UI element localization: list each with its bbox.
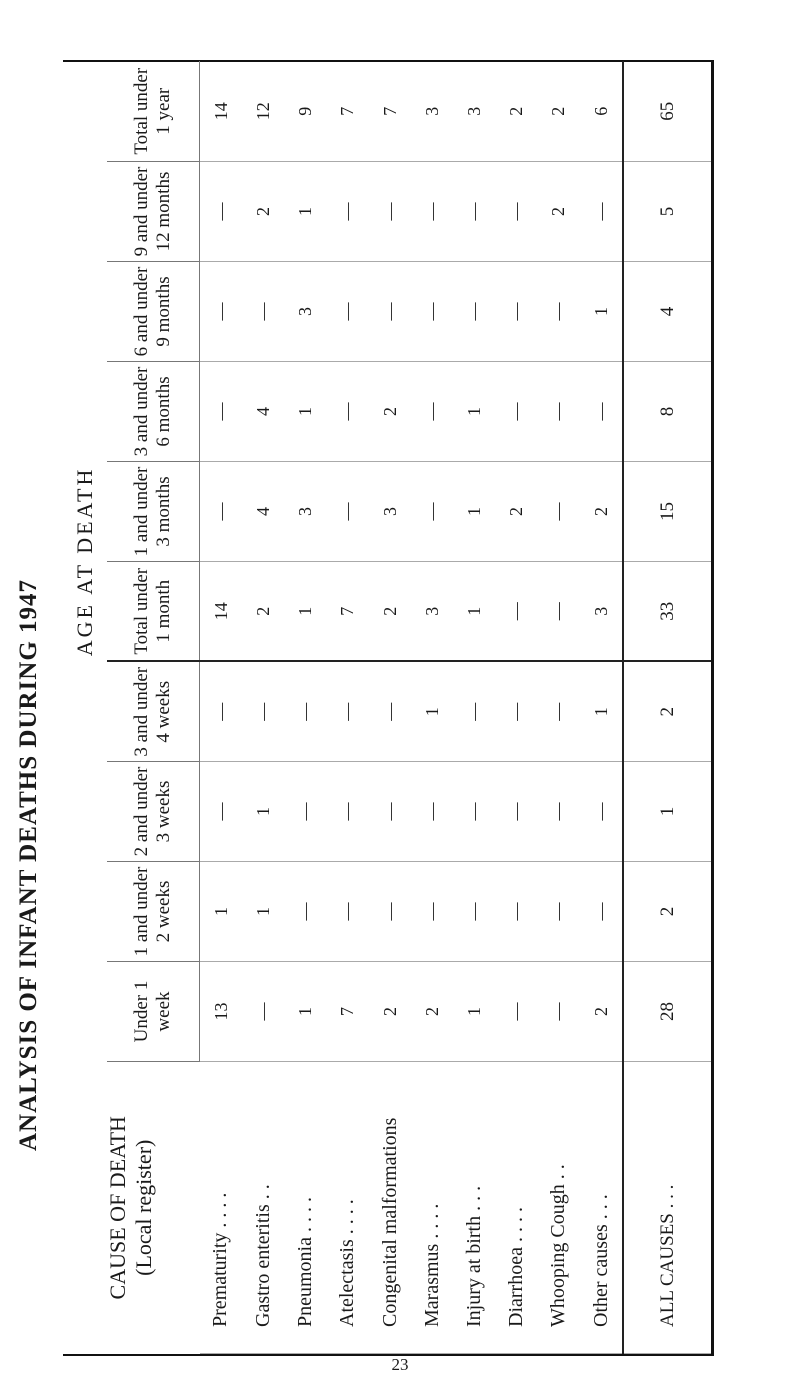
table-cell: — [369,762,411,862]
table-cell: — [200,462,243,562]
table-cell: 2 [580,962,623,1062]
table-row [411,61,453,1353]
table-cell: 1 [242,862,284,962]
total-cell: 8 [623,362,711,462]
cause-label: Congenital malformations [369,1062,411,1354]
cause-label: Diarrhoea . . . . [496,1062,538,1354]
total-cell: 5 [623,162,711,262]
table-cell: — [496,262,538,362]
infant-deaths-table [63,61,711,1354]
rotated-table-container [63,62,711,1354]
table-row [496,61,538,1353]
column-header-6-9-months: 6 and under 9 months [107,262,200,362]
table-cell: 1 [200,862,243,962]
table-cell: 2 [369,562,411,662]
table-cell: — [327,362,369,462]
table-cell: 1 [453,362,495,462]
table-cell: — [327,762,369,862]
table-cell: — [496,562,538,662]
table-cell: 1 [453,462,495,562]
table-cell: 2 [580,462,623,562]
table-cell: 1 [284,162,326,262]
column-header-9-12-months: 9 and under 12 months [107,162,200,262]
total-cell: 4 [623,262,711,362]
cause-header-line1: CAUSE OF DEATH [105,1116,131,1300]
table-cell: 7 [327,61,369,161]
cause-column-header [63,1062,200,1354]
table-row [369,61,411,1353]
column-header-total-under-1-month: Total under 1 month [107,562,200,662]
total-cell: 1 [623,762,711,862]
table-cell: 2 [496,61,538,161]
table-cell: — [453,862,495,962]
table-cell: 3 [411,61,453,161]
table-cell: — [496,662,538,762]
table-cell: 2 [242,562,284,662]
cause-label: Injury at birth . . . [453,1062,495,1354]
table-cell: 3 [580,562,623,662]
column-header-1-2-weeks: 1 and under 2 weeks [107,862,200,962]
table-cell: — [327,862,369,962]
table-cell: 14 [200,61,243,161]
table-cell: 1 [580,662,623,762]
table-cell: 1 [242,762,284,862]
table-cell: 14 [200,562,243,662]
table-cell: 3 [411,562,453,662]
table-row [453,61,495,1353]
table-cell: — [284,862,326,962]
table-cell: — [284,762,326,862]
column-header-2-3-weeks: 2 and under 3 weeks [107,762,200,862]
age-at-death-header: AGE AT DEATH [72,466,97,657]
table-row [242,61,284,1353]
total-cell: 2 [623,662,711,762]
table-cell: 2 [369,362,411,462]
table-cell: — [284,662,326,762]
table-cell: — [538,662,580,762]
total-cell: 65 [623,61,711,161]
column-header-under-1-week: Under 1 week [107,962,200,1062]
cause-label: Atelectasis . . . . [327,1062,369,1354]
table-row [327,61,369,1353]
table-cell: — [538,862,580,962]
table-cell: 2 [496,462,538,562]
table-cell: 1 [453,562,495,662]
table-cell: — [200,162,243,262]
table-row [284,61,326,1353]
table-body [200,61,712,1353]
table-cell: 3 [453,61,495,161]
table-cell: 2 [369,962,411,1062]
total-cell: 2 [623,862,711,962]
table-cell: — [496,362,538,462]
table-cell: — [369,162,411,262]
table-cell: 2 [538,61,580,161]
table-cell: — [327,662,369,762]
total-cell: 33 [623,562,711,662]
table-cell: 7 [369,61,411,161]
table-cell: — [369,262,411,362]
table-row [538,61,580,1353]
table-cell: — [538,362,580,462]
table-cell: — [496,762,538,862]
column-header-3-6-months: 3 and under 6 months [107,362,200,462]
column-header-3-4-weeks: 3 and under 4 weeks [107,662,200,762]
table-cell: 7 [327,562,369,662]
table-cell: — [200,762,243,862]
table-cell: — [242,962,284,1062]
table-cell: — [369,662,411,762]
column-header-total-under-1-year: Total under 1 year [107,61,200,161]
table-cell: — [411,762,453,862]
table-cell: — [453,662,495,762]
column-header-1-3-months: 1 and under 3 months [107,462,200,562]
table-cell: 3 [284,262,326,362]
table-cell: — [580,762,623,862]
table-cell: — [327,262,369,362]
table-cell: 9 [284,61,326,161]
table-cell: — [369,862,411,962]
cause-label: Other causes . . . [580,1062,623,1354]
table-cell: — [538,262,580,362]
table-cell: — [200,262,243,362]
page-title: ANALYSIS OF INFANT DEATHS DURING 1947 [15,578,42,1152]
table-cell: 2 [242,162,284,262]
table-cell: — [580,362,623,462]
table-cell: — [453,262,495,362]
table-cell: — [538,962,580,1062]
cause-label: Marasmus . . . . [411,1062,453,1354]
table-cell: 4 [242,462,284,562]
table-cell: — [496,862,538,962]
table-cell: 2 [411,962,453,1062]
table-cell: 1 [580,262,623,362]
table-cell: 13 [200,962,243,1062]
table-row [200,61,243,1353]
table-cell: 6 [580,61,623,161]
table-cell: — [453,162,495,262]
table-cell: — [538,762,580,862]
table-cell: — [327,462,369,562]
total-cell: 15 [623,462,711,562]
cause-label: Whooping Cough . . [538,1062,580,1354]
table-cell: 12 [242,61,284,161]
table-cell: — [411,462,453,562]
table-cell: 1 [284,962,326,1062]
table-cell: 1 [284,362,326,462]
table-cell: — [580,862,623,962]
table-cell: — [242,662,284,762]
total-row-label: ALL CAUSES . . . [623,1062,711,1354]
cause-label: Pneumonia . . . . [284,1062,326,1354]
table-cell: 3 [369,462,411,562]
cause-header-line2: (Local register) [131,1139,157,1276]
table-cell: — [200,362,243,462]
total-cell: 28 [623,962,711,1062]
table-cell: — [453,762,495,862]
table-cell: 7 [327,962,369,1062]
table-cell: 2 [538,162,580,262]
table-row [580,61,623,1353]
table-cell: — [538,562,580,662]
table-cell: 1 [411,662,453,762]
table-cell: — [411,862,453,962]
table-cell: — [496,162,538,262]
table-cell: 3 [284,462,326,562]
cause-label: Gastro enteritis . . [242,1062,284,1354]
total-row [623,61,711,1353]
table-cell: — [411,262,453,362]
table-cell: — [411,362,453,462]
table-cell: — [496,962,538,1062]
table-cell: — [242,262,284,362]
page-number: 23 [391,1355,409,1374]
table-cell: 1 [453,962,495,1062]
table-cell: 1 [284,562,326,662]
cause-label: Prematurity . . . . [200,1062,243,1354]
table-cell: — [200,662,243,762]
table-cell: — [411,162,453,262]
table-cell: 4 [242,362,284,462]
page-title-container [3,385,55,1345]
table-cell: — [580,162,623,262]
infant-deaths-table-frame [63,60,714,1356]
table-cell: — [538,462,580,562]
table-cell: — [327,162,369,262]
age-header-row [63,61,107,1353]
